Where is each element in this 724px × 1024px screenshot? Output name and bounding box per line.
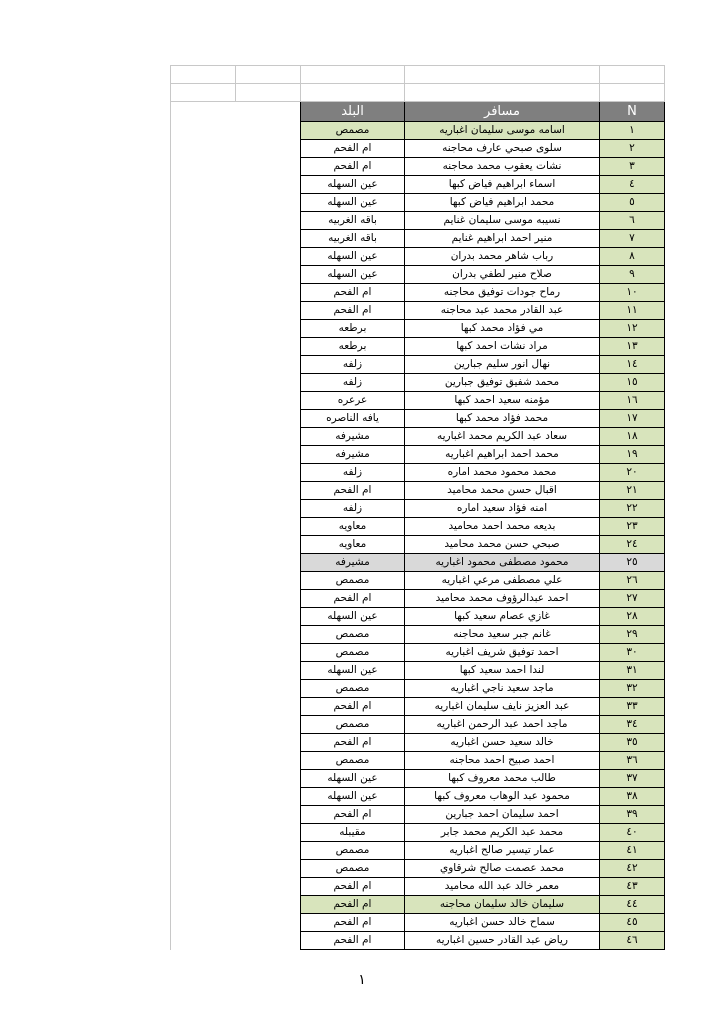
empty-cell: [171, 194, 236, 212]
town-cell: برطعه: [301, 320, 405, 338]
row-number-cell: ٢٥: [600, 554, 665, 572]
passenger-name-cell: رباب شاهر محمد بدران: [405, 248, 600, 266]
passenger-name-cell: محمد محمود محمد اماره: [405, 464, 600, 482]
table-row: [171, 248, 665, 266]
town-cell: مشيرفه: [301, 446, 405, 464]
table-row: [171, 644, 665, 662]
row-number-cell: ٣٢: [600, 680, 665, 698]
row-number-cell: ٢١: [600, 482, 665, 500]
town-cell: زلفه: [301, 374, 405, 392]
row-number-cell: ٢٧: [600, 590, 665, 608]
empty-cell: [236, 716, 301, 734]
passenger-name-cell: محمد احمد ابراهيم اغباريه: [405, 446, 600, 464]
empty-cell: [236, 860, 301, 878]
empty-cell: [171, 338, 236, 356]
row-number-cell: ١٠: [600, 284, 665, 302]
town-cell: عين السهله: [301, 194, 405, 212]
table-row: [171, 932, 665, 950]
passenger-name-cell: احمد صبيح احمد محاجنه: [405, 752, 600, 770]
empty-cell: [236, 572, 301, 590]
empty-cell: [171, 896, 236, 914]
empty-cell: [236, 842, 301, 860]
empty-cell: [236, 914, 301, 932]
empty-cell: [236, 102, 301, 122]
empty-cell: [171, 158, 236, 176]
row-number-cell: ٣٣: [600, 698, 665, 716]
table-row: [171, 446, 665, 464]
row-number-cell: ١١: [600, 302, 665, 320]
empty-cell: [600, 66, 665, 84]
empty-cell: [236, 320, 301, 338]
town-cell: برطعه: [301, 338, 405, 356]
table-row: [171, 806, 665, 824]
empty-cell: [171, 392, 236, 410]
table-row: [171, 590, 665, 608]
empty-cell: [236, 84, 301, 102]
row-number-cell: ٢٦: [600, 572, 665, 590]
passenger-name-cell: مي فؤاد محمد كبها: [405, 320, 600, 338]
town-cell: عرعره: [301, 392, 405, 410]
empty-cell: [171, 230, 236, 248]
empty-cell: [236, 518, 301, 536]
town-cell: مصمص: [301, 716, 405, 734]
empty-cell: [171, 518, 236, 536]
row-number-cell: ٤٤: [600, 896, 665, 914]
passenger-name-cell: مؤمنه سعيد احمد كبها: [405, 392, 600, 410]
row-number-cell: ٥: [600, 194, 665, 212]
passenger-name-cell: مراد نشات احمد كبها: [405, 338, 600, 356]
empty-cell: [236, 140, 301, 158]
empty-cell: [171, 140, 236, 158]
passenger-name-cell: لندا احمد سعيد كبها: [405, 662, 600, 680]
row-number-cell: ٢٤: [600, 536, 665, 554]
town-cell: ام الفحم: [301, 590, 405, 608]
empty-cell: [236, 698, 301, 716]
town-cell: معاويه: [301, 536, 405, 554]
row-number-cell: ٤٠: [600, 824, 665, 842]
passenger-name-cell: محمد ابراهيم فياض كبها: [405, 194, 600, 212]
passenger-name-cell: رماح جودات توفيق محاجنه: [405, 284, 600, 302]
town-cell: ام الفحم: [301, 896, 405, 914]
table-row: [171, 608, 665, 626]
empty-cell: [171, 752, 236, 770]
empty-cell: [236, 410, 301, 428]
town-cell: مصمص: [301, 644, 405, 662]
empty-cell: [171, 572, 236, 590]
table-row: [171, 734, 665, 752]
table-row: [171, 464, 665, 482]
table-row: [171, 626, 665, 644]
passenger-name-cell: ماجد احمد عبد الرحمن اغباريه: [405, 716, 600, 734]
row-number-cell: ٣٩: [600, 806, 665, 824]
empty-cell: [171, 302, 236, 320]
town-cell: باقه الغربيه: [301, 230, 405, 248]
passenger-name-cell: اسماء ابراهيم فياض كبها: [405, 176, 600, 194]
empty-cell: [236, 626, 301, 644]
town-cell: مصمص: [301, 842, 405, 860]
empty-cell: [236, 446, 301, 464]
town-cell: ام الفحم: [301, 734, 405, 752]
empty-cell: [236, 284, 301, 302]
empty-cell: [171, 464, 236, 482]
passenger-name-cell: سماح خالد حسن اغباريه: [405, 914, 600, 932]
table-row: [171, 536, 665, 554]
row-number-cell: ٩: [600, 266, 665, 284]
town-cell: مصمص: [301, 572, 405, 590]
town-cell: عين السهله: [301, 788, 405, 806]
passenger-name-cell: احمد سليمان احمد جبارين: [405, 806, 600, 824]
empty-cell: [171, 266, 236, 284]
row-number-cell: ٣٦: [600, 752, 665, 770]
passenger-name-cell: احمد توفيق شريف اغباريه: [405, 644, 600, 662]
row-number-cell: ١٨: [600, 428, 665, 446]
empty-cell: [171, 410, 236, 428]
passenger-name-cell: عبد القادر محمد عبد محاجنه: [405, 302, 600, 320]
town-cell: مصمص: [301, 860, 405, 878]
town-cell: ام الفحم: [301, 932, 405, 950]
row-number-cell: ٤١: [600, 842, 665, 860]
empty-cell: [236, 590, 301, 608]
empty-cell: [236, 554, 301, 572]
empty-cell: [171, 446, 236, 464]
empty-cell: [171, 806, 236, 824]
town-cell: ام الفحم: [301, 914, 405, 932]
empty-cell: [301, 66, 405, 84]
row-number-cell: ٢: [600, 140, 665, 158]
town-cell: عين السهله: [301, 662, 405, 680]
town-cell: ام الفحم: [301, 698, 405, 716]
empty-cell: [171, 284, 236, 302]
empty-cell: [171, 536, 236, 554]
row-number-cell: ٤٣: [600, 878, 665, 896]
table-row: [171, 284, 665, 302]
passenger-name-cell: نسيبه موسى سليمان غنايم: [405, 212, 600, 230]
table-row: [171, 860, 665, 878]
empty-cell: [236, 644, 301, 662]
blank-row: [171, 84, 665, 102]
empty-cell: [171, 644, 236, 662]
passenger-table-body: [171, 66, 665, 950]
passenger-name-cell: سلوى صبحي عارف محاجنه: [405, 140, 600, 158]
passenger-name-cell: صلاح منير لطفي بدران: [405, 266, 600, 284]
row-number-cell: ٢٠: [600, 464, 665, 482]
empty-cell: [236, 680, 301, 698]
row-number-cell: ٢٣: [600, 518, 665, 536]
passenger-name-cell: محمد عصمت صالح شرقاوي: [405, 860, 600, 878]
town-cell: باقه الغربيه: [301, 212, 405, 230]
town-cell: ام الفحم: [301, 806, 405, 824]
town-cell: عين السهله: [301, 176, 405, 194]
header-town: البلد: [301, 102, 405, 122]
empty-cell: [405, 66, 600, 84]
row-number-cell: ٣٧: [600, 770, 665, 788]
passenger-name-cell: غانم جبر سعيد محاجنه: [405, 626, 600, 644]
town-cell: ام الفحم: [301, 158, 405, 176]
table-row: [171, 914, 665, 932]
table-row: [171, 374, 665, 392]
table-row: [171, 176, 665, 194]
passenger-name-cell: محمد فؤاد محمد كبها: [405, 410, 600, 428]
empty-cell: [236, 428, 301, 446]
town-cell: معاويه: [301, 518, 405, 536]
table-row: [171, 680, 665, 698]
passenger-name-cell: نشات يعقوب محمد محاجنه: [405, 158, 600, 176]
town-cell: عين السهله: [301, 248, 405, 266]
empty-cell: [171, 770, 236, 788]
table-row: [171, 878, 665, 896]
passenger-name-cell: عبد العزيز نايف سليمان اغباريه: [405, 698, 600, 716]
empty-cell: [171, 608, 236, 626]
empty-cell: [236, 734, 301, 752]
table-row: [171, 356, 665, 374]
empty-cell: [236, 338, 301, 356]
empty-cell: [171, 716, 236, 734]
table-row: [171, 428, 665, 446]
town-cell: مقيبله: [301, 824, 405, 842]
table-row: [171, 698, 665, 716]
empty-cell: [236, 392, 301, 410]
row-number-cell: ٦: [600, 212, 665, 230]
empty-cell: [171, 698, 236, 716]
town-cell: مصمص: [301, 122, 405, 140]
row-number-cell: ٢٨: [600, 608, 665, 626]
empty-cell: [171, 428, 236, 446]
row-number-cell: ١٣: [600, 338, 665, 356]
table-row: [171, 572, 665, 590]
table-row: [171, 392, 665, 410]
empty-cell: [171, 320, 236, 338]
row-number-cell: ٤: [600, 176, 665, 194]
empty-cell: [236, 212, 301, 230]
passenger-name-cell: طالب محمد معروف كبها: [405, 770, 600, 788]
empty-cell: [236, 878, 301, 896]
row-number-cell: ٣: [600, 158, 665, 176]
town-cell: يافه الناصره: [301, 410, 405, 428]
row-number-cell: ١٩: [600, 446, 665, 464]
empty-cell: [236, 158, 301, 176]
passenger-name-cell: خالد سعيد حسن اغباريه: [405, 734, 600, 752]
empty-cell: [236, 752, 301, 770]
row-number-cell: ١٥: [600, 374, 665, 392]
row-number-cell: ٤٥: [600, 914, 665, 932]
row-number-cell: ١٤: [600, 356, 665, 374]
table-row: [171, 320, 665, 338]
passenger-name-cell: سليمان خالد سليمان محاجنه: [405, 896, 600, 914]
passenger-name-cell: احمد عبدالرؤوف محمد محاميد: [405, 590, 600, 608]
row-number-cell: ٤٢: [600, 860, 665, 878]
table-row: [171, 662, 665, 680]
town-cell: ام الفحم: [301, 302, 405, 320]
table-row: [171, 770, 665, 788]
header-row: [171, 102, 665, 122]
empty-cell: [236, 248, 301, 266]
table-row: [171, 896, 665, 914]
empty-cell: [171, 626, 236, 644]
empty-cell: [171, 122, 236, 140]
passenger-table: [170, 65, 665, 950]
empty-cell: [171, 932, 236, 950]
town-cell: ام الفحم: [301, 878, 405, 896]
empty-cell: [171, 176, 236, 194]
empty-cell: [171, 590, 236, 608]
table-row: [171, 554, 665, 572]
table-row: [171, 788, 665, 806]
passenger-name-cell: اقبال حسن محمد محاميد: [405, 482, 600, 500]
empty-cell: [171, 662, 236, 680]
passenger-name-cell: رياض عبد القادر حسين اغباريه: [405, 932, 600, 950]
empty-cell: [171, 212, 236, 230]
empty-cell: [171, 554, 236, 572]
town-cell: زلفه: [301, 500, 405, 518]
table-row: [171, 302, 665, 320]
empty-cell: [171, 500, 236, 518]
empty-cell: [236, 770, 301, 788]
empty-cell: [236, 66, 301, 84]
table-row: [171, 122, 665, 140]
table-row: [171, 842, 665, 860]
empty-cell: [171, 482, 236, 500]
passenger-name-cell: منير احمد ابراهيم غنايم: [405, 230, 600, 248]
empty-cell: [405, 84, 600, 102]
table-row: [171, 482, 665, 500]
row-number-cell: ٣٠: [600, 644, 665, 662]
row-number-cell: ٨: [600, 248, 665, 266]
row-number-cell: ١: [600, 122, 665, 140]
empty-cell: [171, 102, 236, 122]
empty-cell: [171, 824, 236, 842]
table-row: [171, 230, 665, 248]
row-number-cell: ١٦: [600, 392, 665, 410]
town-cell: مشيرفه: [301, 554, 405, 572]
empty-cell: [171, 374, 236, 392]
empty-cell: [236, 122, 301, 140]
empty-cell: [236, 932, 301, 950]
passenger-name-cell: سعاد عبد الكريم محمد اغباريه: [405, 428, 600, 446]
town-cell: عين السهله: [301, 770, 405, 788]
table-row: [171, 410, 665, 428]
table-row: [171, 194, 665, 212]
passenger-name-cell: غازي عصام سعيد كبها: [405, 608, 600, 626]
empty-cell: [171, 842, 236, 860]
empty-cell: [236, 824, 301, 842]
passenger-name-cell: امنه فؤاد سعيد اماره: [405, 500, 600, 518]
empty-cell: [236, 500, 301, 518]
town-cell: مصمص: [301, 626, 405, 644]
empty-cell: [171, 914, 236, 932]
empty-cell: [236, 176, 301, 194]
row-number-cell: ٣٤: [600, 716, 665, 734]
table-row: [171, 824, 665, 842]
passenger-name-cell: صبحي حسن محمد محاميد: [405, 536, 600, 554]
empty-cell: [600, 84, 665, 102]
row-number-cell: ٢٢: [600, 500, 665, 518]
blank-row: [171, 66, 665, 84]
row-number-cell: ٣١: [600, 662, 665, 680]
passenger-name-cell: بديعه محمد احمد محاميد: [405, 518, 600, 536]
empty-cell: [171, 860, 236, 878]
empty-cell: [236, 374, 301, 392]
empty-cell: [236, 788, 301, 806]
passenger-name-cell: محمد عبد الكريم محمد جابر: [405, 824, 600, 842]
empty-cell: [236, 266, 301, 284]
table-row: [171, 266, 665, 284]
empty-cell: [301, 84, 405, 102]
row-number-cell: ٣٥: [600, 734, 665, 752]
town-cell: زلفه: [301, 464, 405, 482]
town-cell: عين السهله: [301, 266, 405, 284]
empty-cell: [171, 878, 236, 896]
empty-cell: [236, 608, 301, 626]
page-number: ١: [358, 972, 366, 988]
empty-cell: [236, 896, 301, 914]
row-number-cell: ١٧: [600, 410, 665, 428]
passenger-name-cell: اسامه موسى سليمان اغباريه: [405, 122, 600, 140]
row-number-cell: ٤٦: [600, 932, 665, 950]
town-cell: عين السهله: [301, 608, 405, 626]
town-cell: مصمص: [301, 680, 405, 698]
passenger-name-cell: عمار تيسير صالح اغباريه: [405, 842, 600, 860]
empty-cell: [236, 806, 301, 824]
table-row: [171, 212, 665, 230]
table-row: [171, 158, 665, 176]
empty-cell: [171, 734, 236, 752]
row-number-cell: ٧: [600, 230, 665, 248]
empty-cell: [171, 84, 236, 102]
passenger-name-cell: محمود عبد الوهاب معروف كبها: [405, 788, 600, 806]
town-cell: ام الفحم: [301, 284, 405, 302]
empty-cell: [236, 356, 301, 374]
table-row: [171, 500, 665, 518]
header-passenger: مسافر: [405, 102, 600, 122]
empty-cell: [171, 680, 236, 698]
passenger-name-cell: محمد شفيق توفيق جبارين: [405, 374, 600, 392]
table-row: [171, 752, 665, 770]
empty-cell: [236, 536, 301, 554]
empty-cell: [171, 66, 236, 84]
empty-cell: [171, 788, 236, 806]
row-number-cell: ٣٨: [600, 788, 665, 806]
empty-cell: [236, 464, 301, 482]
table-row: [171, 338, 665, 356]
town-cell: مشيرفه: [301, 428, 405, 446]
passenger-name-cell: نهال انور سليم جبارين: [405, 356, 600, 374]
town-cell: ام الفحم: [301, 140, 405, 158]
empty-cell: [236, 662, 301, 680]
row-number-cell: ٢٩: [600, 626, 665, 644]
empty-cell: [236, 230, 301, 248]
passenger-name-cell: محمود مصطفى محمود اغباريه: [405, 554, 600, 572]
table-row: [171, 716, 665, 734]
row-number-cell: ١٢: [600, 320, 665, 338]
passenger-name-cell: علي مصطفى مرعي اغباريه: [405, 572, 600, 590]
empty-cell: [236, 194, 301, 212]
empty-cell: [171, 248, 236, 266]
town-cell: مصمص: [301, 752, 405, 770]
town-cell: ام الفحم: [301, 482, 405, 500]
passenger-name-cell: معمر خالد عبد الله محاميد: [405, 878, 600, 896]
passenger-name-cell: ماجد سعيد ناجي اغباريه: [405, 680, 600, 698]
empty-cell: [236, 482, 301, 500]
header-number: N: [600, 102, 665, 122]
town-cell: زلفه: [301, 356, 405, 374]
table-row: [171, 140, 665, 158]
empty-cell: [236, 302, 301, 320]
table-row: [171, 518, 665, 536]
empty-cell: [171, 356, 236, 374]
